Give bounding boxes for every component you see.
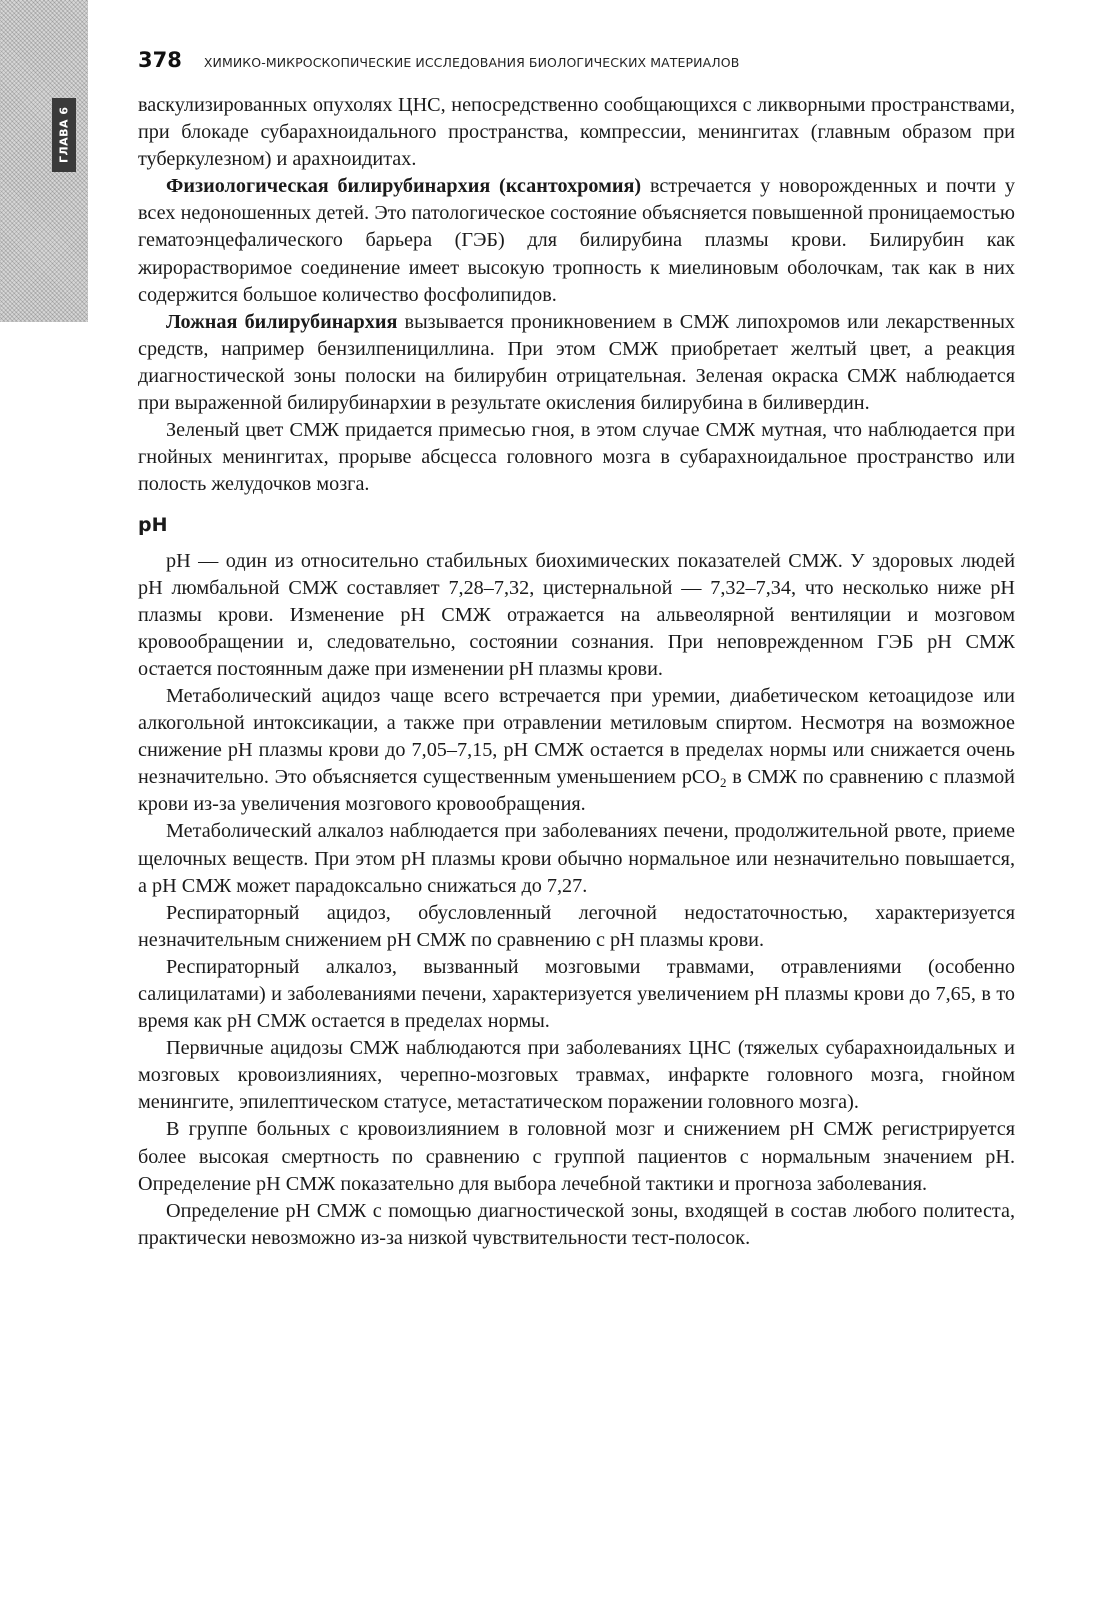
section-heading-ph: pH bbox=[138, 514, 168, 537]
paragraph-text: вызывается проникновением в СМЖ липохромов или лекарственных средств, например бензилпенициллина. При этом СМЖ приобретает желтый цвет, а реакция диагностической зоны полоски на билирубин отрицательная. Зеленая окраска СМЖ наблюдается при выраженной билирубинархии в результате окисления билирубина в биливердин. bbox=[138, 310, 1015, 415]
paragraph-text: Метаболический ацидоз чаще всего встречается при уремии, диабетическом кетоацидозе или алкогольной интоксикации, а также при отравлении метиловым спиртом. Несмотря на возможное снижение pH плазмы крови до 7,05–7,15, pH СМЖ остается в пределах нормы или снижается очень незначительно. Это объясняется существенным уменьшением pCO bbox=[138, 684, 1015, 789]
paragraph-primary-acidosis: Первичные ацидозы СМЖ наблюдаются при заболеваниях ЦНС (тяжелых субарахноидальных и мозговых кровоизлияниях, черепно-мозговых травмах, инфаркте головного мозга, гнойном менингите, эпилептическом статусе, метастатическом поражении головного мозга). bbox=[138, 1037, 1015, 1114]
paragraph-text: встречается у новорожденных и почти у всех недоношенных детей. Это патологическое состояние объясняется повышенной проницаемостью гематоэнцефалического барьера (ГЭБ) для билирубина плазмы крови. Билирубин как жирорастворимое соединение имеет высокую тропность к миелиновым оболочкам, так как в них содержится большое количество фосфолипидов. bbox=[138, 175, 1015, 306]
running-title: ХИМИКО-МИКРОСКОПИЧЕСКИЕ ИССЛЕДОВАНИЯ БИОЛОГИЧЕСКИХ МАТЕРИАЛОВ bbox=[203, 55, 740, 70]
paragraph-continued: васкулизированных опухолях ЦНС, непосредственно сообщающихся с ликворными пространствами, при блокаде субарахноидального пространства, компрессии, менингитах (главным образом при туберкулезном) и арахноидитах. bbox=[138, 94, 1015, 171]
term-false-bilirubinarchia: Ложная билирубинархия bbox=[166, 310, 398, 333]
paragraph-green-color: Зеленый цвет СМЖ придается примесью гноя, в этом случае СМЖ мутная, что наблюдается при гнойных менингитах, прорыве абсцесса головного мозга в субарахноидальное пространство или полость желудочков мозга. bbox=[138, 419, 1015, 496]
paragraph-ph-intro: pH — один из относительно стабильных биохимических показателей СМЖ. У здоровых людей pH люмбальной СМЖ составляет 7,28–7,32, цистернальной — 7,32–7,34, что несколько ниже pH плазмы крови. Изменение pH СМЖ отражается на альвеолярной вентиляции и мозговом кровообращении и, следовательно, состоянии сознания. При неповрежденном ГЭБ pH СМЖ остается постоянным даже при изменении pH плазмы крови. bbox=[138, 549, 1015, 680]
paragraph-text: в СМЖ по сравнению с плазмой крови из-за увеличения мозгового кровообращения. bbox=[138, 766, 1015, 816]
paragraph-mortality: В группе больных с кровоизлиянием в головной мозг и снижением pH СМЖ регистрируется более высокая смертность по сравнению с группой пациентов с нормальным значением pH. Определение pH СМЖ показательно для выбора лечебной тактики и прогноза заболевания. bbox=[138, 1118, 1015, 1195]
page-header bbox=[138, 48, 1018, 72]
paragraph-false-bilirubinarchia bbox=[138, 309, 1015, 417]
term-physiological-bilirubinarchia: Физиологическая билирубинархия (ксантохромия) bbox=[166, 175, 642, 198]
subscript: 2 bbox=[719, 775, 727, 791]
body-text bbox=[138, 92, 1015, 1252]
paragraph-respiratory-acidosis: Респираторный ацидоз, обусловленный легочной недостаточностью, характеризуется незначительным снижением pH СМЖ по сравнению с pH плазмы крови. bbox=[138, 901, 1015, 951]
paragraph-test-strips: Определение pH СМЖ с помощью диагностической зоны, входящей в состав любого политеста, практически невозможно из-за низкой чувствительности тест-полосок. bbox=[138, 1199, 1015, 1249]
paragraph-respiratory-alkalosis: Респираторный алкалоз, вызванный мозговыми травмами, отравлениями (особенно салицилатами) и заболеваниями печени, характеризуется увеличением pH плазмы крови до 7,65, в то время как pH СМЖ остается в пределах нормы. bbox=[138, 955, 1015, 1033]
paragraph-metabolic-acidosis bbox=[138, 683, 1015, 818]
page-number: 378 bbox=[138, 48, 182, 72]
paragraph-metabolic-alkalosis: Метаболический алкалоз наблюдается при заболеваниях печени, продолжительной рвоте, приеме щелочных веществ. При этом pH плазмы крови обычно нормальное или незначительно повышается, а pH СМЖ может парадоксально снижаться до 7,27. bbox=[138, 820, 1015, 897]
paragraph-physiological-bilirubinarchia bbox=[138, 173, 1015, 308]
chapter-label: ГЛАВА 6 bbox=[52, 98, 76, 172]
